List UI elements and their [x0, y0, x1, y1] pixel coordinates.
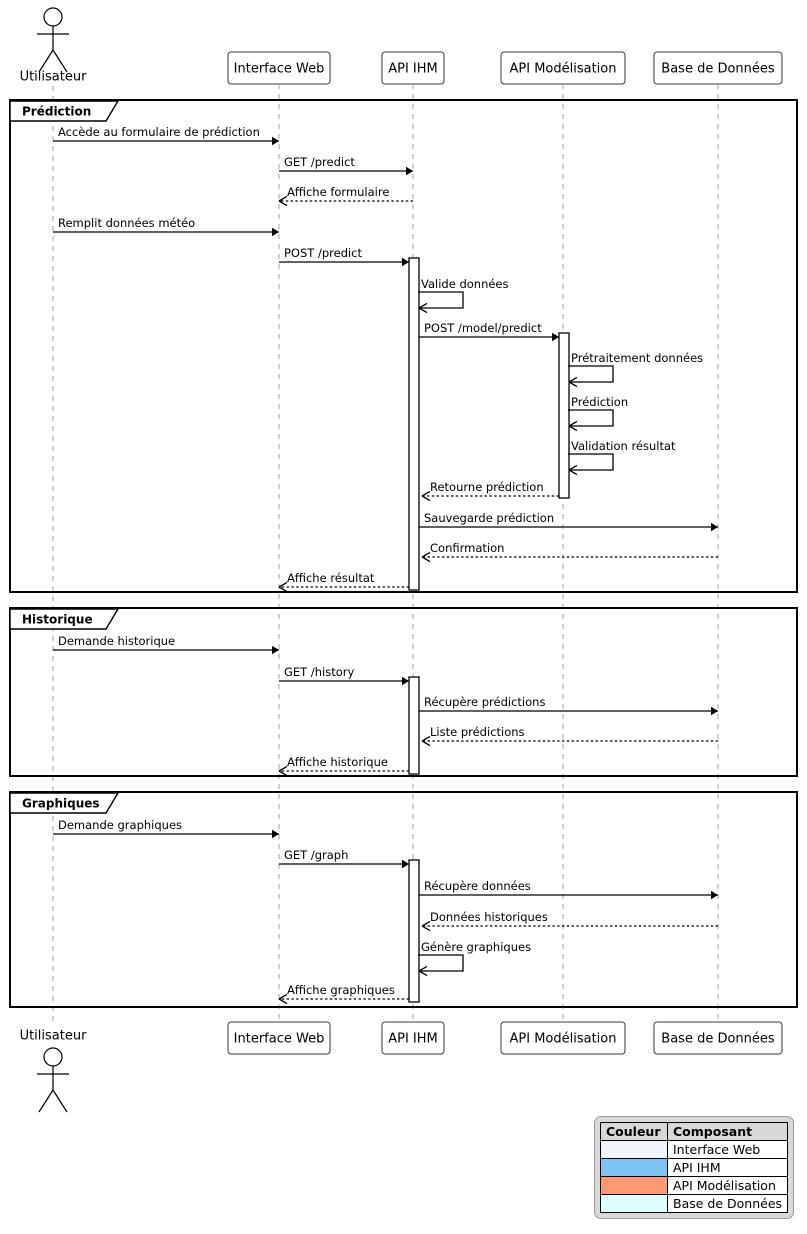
legend-row	[601, 1159, 788, 1177]
message-2-2-label: Récupère données	[424, 879, 531, 893]
message-0-2-label: Affiche formulaire	[287, 185, 390, 199]
participant-label-model-bottom: API Modélisation	[509, 1031, 617, 1047]
message-2-4-label: Génère graphiques	[421, 940, 532, 954]
message-1-2-label: Récupère prédictions	[424, 695, 546, 709]
message-0-11-arrowhead	[711, 523, 718, 531]
fragment-frame-0	[10, 100, 797, 592]
legend-row	[601, 1141, 788, 1159]
legend-table	[600, 1122, 788, 1213]
actor-leg-left	[39, 1090, 53, 1112]
message-0-0-arrowhead	[272, 137, 279, 145]
actor-label-bottom: Utilisateur	[19, 1028, 87, 1044]
message-0-7-self-call	[568, 366, 613, 382]
message-0-9-self-call	[568, 454, 613, 470]
fragment-label-2: Graphiques	[22, 796, 100, 811]
message-0-1-label: GET /predict	[284, 155, 355, 169]
message-1-0-arrowhead	[272, 646, 279, 654]
message-0-3-label: Remplit données météo	[58, 216, 196, 230]
legend-component-label: API Modélisation	[668, 1177, 788, 1195]
participant-label-ihm-top: API IHM	[388, 61, 438, 77]
message-0-0-label: Accède au formulaire de prédiction	[58, 125, 260, 139]
legend-row	[601, 1177, 788, 1195]
activation-bar-ihm-0-0	[409, 258, 419, 590]
message-0-10-label: Retourne prédiction	[430, 480, 544, 494]
participant-label-model-top: API Modélisation	[509, 61, 617, 77]
fragment-label-1: Historique	[22, 612, 93, 627]
activation-bar-ihm-1-0	[409, 677, 419, 774]
actor-label-top: Utilisateur	[19, 69, 87, 85]
legend-body	[601, 1141, 788, 1213]
message-0-4-label: POST /predict	[284, 246, 363, 260]
participant-label-db-top: Base de Données	[661, 61, 775, 77]
message-1-4-label: Affiche historique	[287, 755, 388, 769]
participant-label-web-bottom: Interface Web	[233, 1031, 325, 1047]
legend-color-swatch	[601, 1177, 668, 1195]
legend-header-row	[601, 1123, 788, 1141]
actor-leg-right	[53, 1090, 67, 1112]
legend-row	[601, 1195, 788, 1213]
activation-bar-ihm-2-0	[409, 860, 419, 1002]
actor-bottom-figure	[37, 1048, 69, 1112]
participant-label-ihm-bottom: API IHM	[388, 1031, 438, 1047]
message-0-1-arrowhead	[406, 167, 413, 175]
actor-head-icon	[44, 8, 62, 26]
message-2-1-label: GET /graph	[284, 848, 349, 862]
message-2-0-label: Demande graphiques	[58, 818, 183, 832]
legend-col-composant: Composant	[668, 1123, 788, 1141]
legend-panel	[594, 1116, 794, 1219]
message-1-1-arrowhead	[402, 677, 409, 685]
message-2-0-arrowhead	[272, 830, 279, 838]
message-0-7-label: Prétraitement données	[571, 351, 704, 365]
actor-top	[37, 8, 69, 72]
message-0-9-label: Validation résultat	[571, 439, 676, 453]
message-0-5-self-call	[418, 292, 463, 308]
fragment-label-0: Prédiction	[22, 104, 92, 119]
message-2-5-label: Affiche graphiques	[287, 983, 395, 997]
message-0-5-label: Valide données	[421, 277, 509, 291]
legend-col-couleur: Couleur	[601, 1123, 668, 1141]
message-0-11-label: Sauvegarde prédiction	[424, 511, 555, 525]
message-0-4-arrowhead	[402, 258, 409, 266]
message-0-8-self-call	[568, 410, 613, 426]
legend-color-swatch	[601, 1159, 668, 1177]
message-0-6-arrowhead	[552, 333, 559, 341]
legend-component-label: Base de Données	[668, 1195, 788, 1213]
activation-bar-model-0-0	[559, 333, 569, 498]
legend-component-label: Interface Web	[668, 1141, 788, 1159]
message-1-1-label: GET /history	[284, 665, 355, 679]
legend-component-label: API IHM	[668, 1159, 788, 1177]
legend-color-swatch	[601, 1141, 668, 1159]
message-0-3-arrowhead	[272, 228, 279, 236]
message-1-2-arrowhead	[711, 707, 718, 715]
message-0-13-label: Affiche résultat	[287, 571, 375, 585]
message-2-3-label: Données historiques	[430, 910, 548, 924]
participant-label-db-bottom: Base de Données	[661, 1031, 775, 1047]
participant-label-web-top: Interface Web	[233, 61, 325, 77]
message-2-1-arrowhead	[402, 860, 409, 868]
legend-color-swatch	[601, 1195, 668, 1213]
message-0-6-label: POST /model/predict	[424, 321, 542, 335]
message-0-8-label: Prédiction	[571, 395, 629, 409]
message-0-12-label: Confirmation	[430, 541, 505, 555]
message-2-4-self-call	[418, 955, 463, 971]
message-1-0-label: Demande historique	[58, 634, 176, 648]
message-2-2-arrowhead	[711, 891, 718, 899]
message-1-3-label: Liste prédictions	[430, 725, 525, 739]
actor-head-icon	[44, 1048, 62, 1066]
